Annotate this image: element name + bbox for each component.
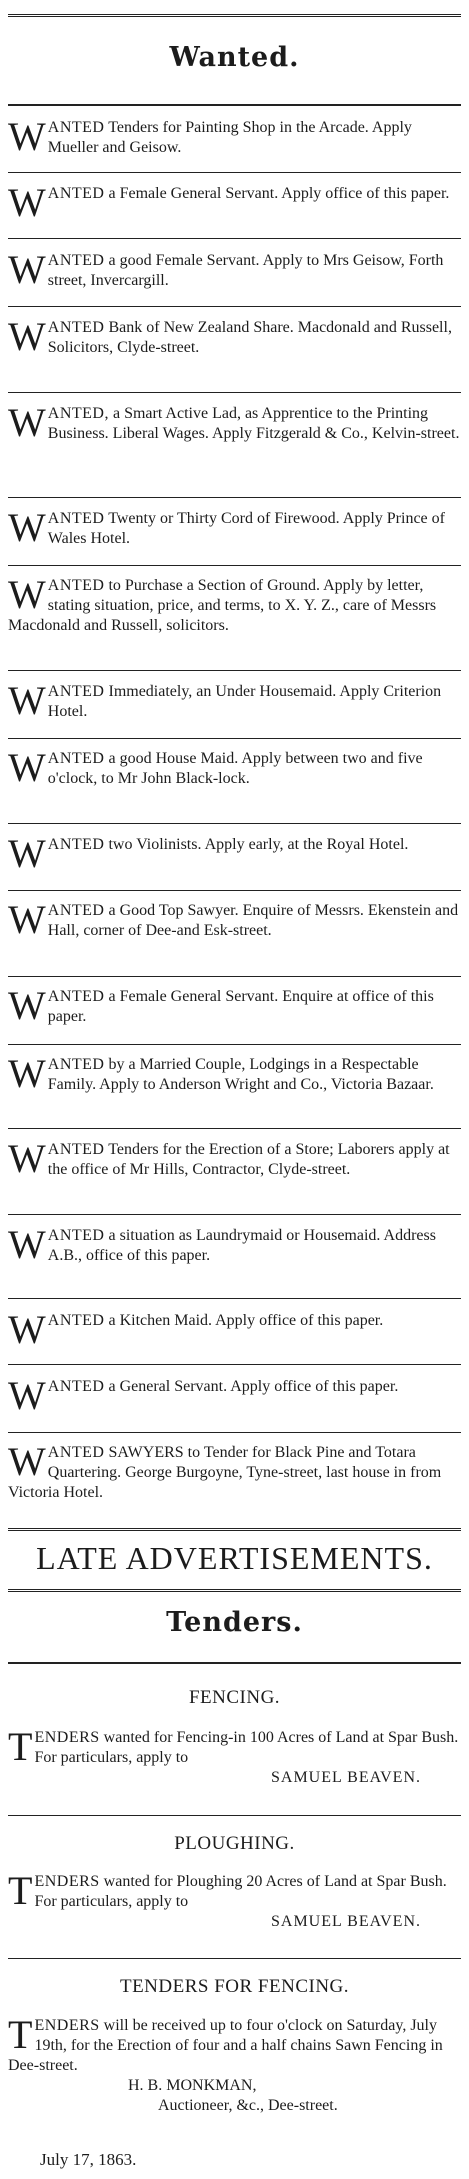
- drop-cap: W: [8, 1377, 46, 1410]
- wanted-ad: WANTED Bank of New Zealand Share. Macdonald and Russell, Solicitors, Clyde-street.: [8, 318, 452, 358]
- wanted-ad: WANTED Tenders for the Erection of a Store; Laborers apply at the office of Mr Hills, Contractor, Clyde-street.: [8, 1140, 450, 1180]
- drop-cap: W: [8, 749, 46, 789]
- drop-cap: W: [8, 1443, 46, 1484]
- wanted-ad: WANTED a Female General Servant. Apply office of this paper.: [8, 184, 461, 217]
- tender-title: TENDERS FOR FENCING.: [119, 1976, 350, 1997]
- tenders-heading: Tenders.: [166, 1607, 303, 1638]
- rule: [8, 104, 461, 106]
- wanted-ad: WANTED a Female General Servant. Enquire at office of this paper.: [8, 987, 434, 1027]
- drop-cap: W: [8, 509, 46, 549]
- wanted-ad: WANTED by a Married Couple, Lodgings in a Respectable Family. Apply to Anderson Wright and Co., Victoria Bazaar.: [8, 1055, 434, 1095]
- rule: [8, 1432, 461, 1433]
- drop-cap: W: [8, 1226, 46, 1266]
- wanted-ad: WANTED Immediately, an Under Housemaid. Apply Criterion Hotel.: [8, 682, 442, 722]
- tender-title: FENCING.: [188, 1687, 281, 1708]
- wanted-ad: WANTED, a Smart Active Lad, as Apprentice to the Printing Business. Liberal Wages. Apply Fitzgerald & Co., Kelvin-street.: [8, 404, 460, 444]
- section-rule: [8, 1528, 461, 1531]
- wanted-ad: WANTED a General Servant. Apply office of this paper.: [8, 1377, 461, 1410]
- wanted-ad: WANTED to Purchase a Section of Ground. Apply by letter, stating situation, price, and terms, to X. Y. Z., care of Messrs Macdonald and Russell, solicitors.: [8, 576, 437, 634]
- drop-cap: W: [8, 318, 46, 358]
- rule: [8, 1298, 461, 1299]
- rule: [8, 1815, 461, 1816]
- rule: [8, 976, 461, 977]
- rule: [8, 497, 461, 498]
- tender-ad: TENDERS wanted for Ploughing 20 Acres of Land at Spar Bush. For particulars, apply to SAMUEL BEAVEN.: [8, 1872, 461, 1932]
- rule: [8, 306, 461, 307]
- drop-cap: W: [8, 901, 46, 941]
- drop-cap: W: [8, 1055, 46, 1095]
- wanted-ad: WANTED SAWYERS to Tender for Black Pine and Totara Quartering. George Burgoyne, Tyne-street, last house in from Victoria Hotel.: [8, 1443, 442, 1501]
- wanted-ad: WANTED a good Female Servant. Apply to Mrs Geisow, Forth street, Invercargill.: [8, 251, 444, 291]
- drop-cap: W: [8, 118, 46, 158]
- rule: [8, 238, 461, 239]
- wanted-ad: WANTED a Kitchen Maid. Apply office of this paper.: [8, 1311, 461, 1344]
- drop-cap: W: [8, 1311, 46, 1344]
- wanted-ad: WANTED two Violinists. Apply early, at the Royal Hotel.: [8, 835, 461, 868]
- tender-title: PLOUGHING.: [174, 1833, 295, 1854]
- drop-cap: W: [8, 251, 46, 291]
- drop-cap: W: [8, 682, 46, 722]
- rule: [8, 1364, 461, 1365]
- wanted-ad: WANTED Twenty or Thirty Cord of Firewood. Apply Prince of Wales Hotel.: [8, 509, 445, 549]
- drop-cap: W: [8, 835, 46, 868]
- drop-cap: T: [8, 1728, 33, 1769]
- wanted-ad: WANTED a Good Top Sawyer. Enquire of Messrs. Ekenstein and Hall, corner of Dee-and Esk-street.: [8, 901, 459, 941]
- rule: [8, 738, 461, 739]
- top-rule: [8, 14, 461, 17]
- rule: [8, 1214, 461, 1215]
- rule: [8, 823, 461, 824]
- section-rule: [8, 1589, 461, 1592]
- rule: [8, 172, 461, 173]
- drop-cap: T: [8, 2016, 33, 2057]
- signature-subtitle: Auctioneer, &c., Dee-street.: [158, 2097, 338, 2114]
- drop-cap: T: [8, 1872, 33, 1913]
- drop-cap: W: [8, 184, 46, 217]
- wanted-ad: WANTED a good House Maid. Apply between two and five o'clock, to Mr John Black-lock.: [8, 749, 423, 789]
- signature: H. B. MONKMAN,: [128, 2077, 257, 2094]
- signature: SAMUEL BEAVEN.: [270, 1769, 421, 1786]
- rule: [8, 565, 461, 566]
- drop-cap: W: [8, 987, 46, 1027]
- wanted-heading: Wanted.: [169, 42, 300, 73]
- tender-ad: TENDERS wanted for Fencing-in 100 Acres of Land at Spar Bush. For particulars, apply to SAMUEL BEAVEN.: [8, 1728, 461, 1788]
- tender-ad: TENDERS will be received up to four o'clock on Saturday, July 19th, for the Erection of four and a half chains Sawn Fencing in Dee-street. H. B. MONKMAN, Auctioneer, &c., Dee-street.: [8, 2016, 461, 2116]
- rule: [8, 392, 461, 393]
- rule: [8, 1662, 461, 1664]
- rule: [8, 890, 461, 891]
- drop-cap: W: [8, 576, 46, 617]
- drop-cap: W: [8, 404, 46, 444]
- dateline: July 17, 1863.: [40, 2150, 137, 2169]
- drop-cap: W: [8, 1140, 46, 1180]
- rule: [8, 1128, 461, 1129]
- late-advertisements-heading: LATE ADVERTISEMENTS.: [36, 1540, 433, 1576]
- rule: [8, 670, 461, 671]
- rule: [8, 1044, 461, 1045]
- rule: [8, 1958, 461, 1959]
- signature: SAMUEL BEAVEN.: [270, 1913, 421, 1930]
- wanted-ad: WANTED a situation as Laundrymaid or Housemaid. Address A.B., office of this paper.: [8, 1226, 436, 1266]
- wanted-ad: WANTED Tenders for Painting Shop in the Arcade. Apply Mueller and Geisow.: [8, 118, 412, 158]
